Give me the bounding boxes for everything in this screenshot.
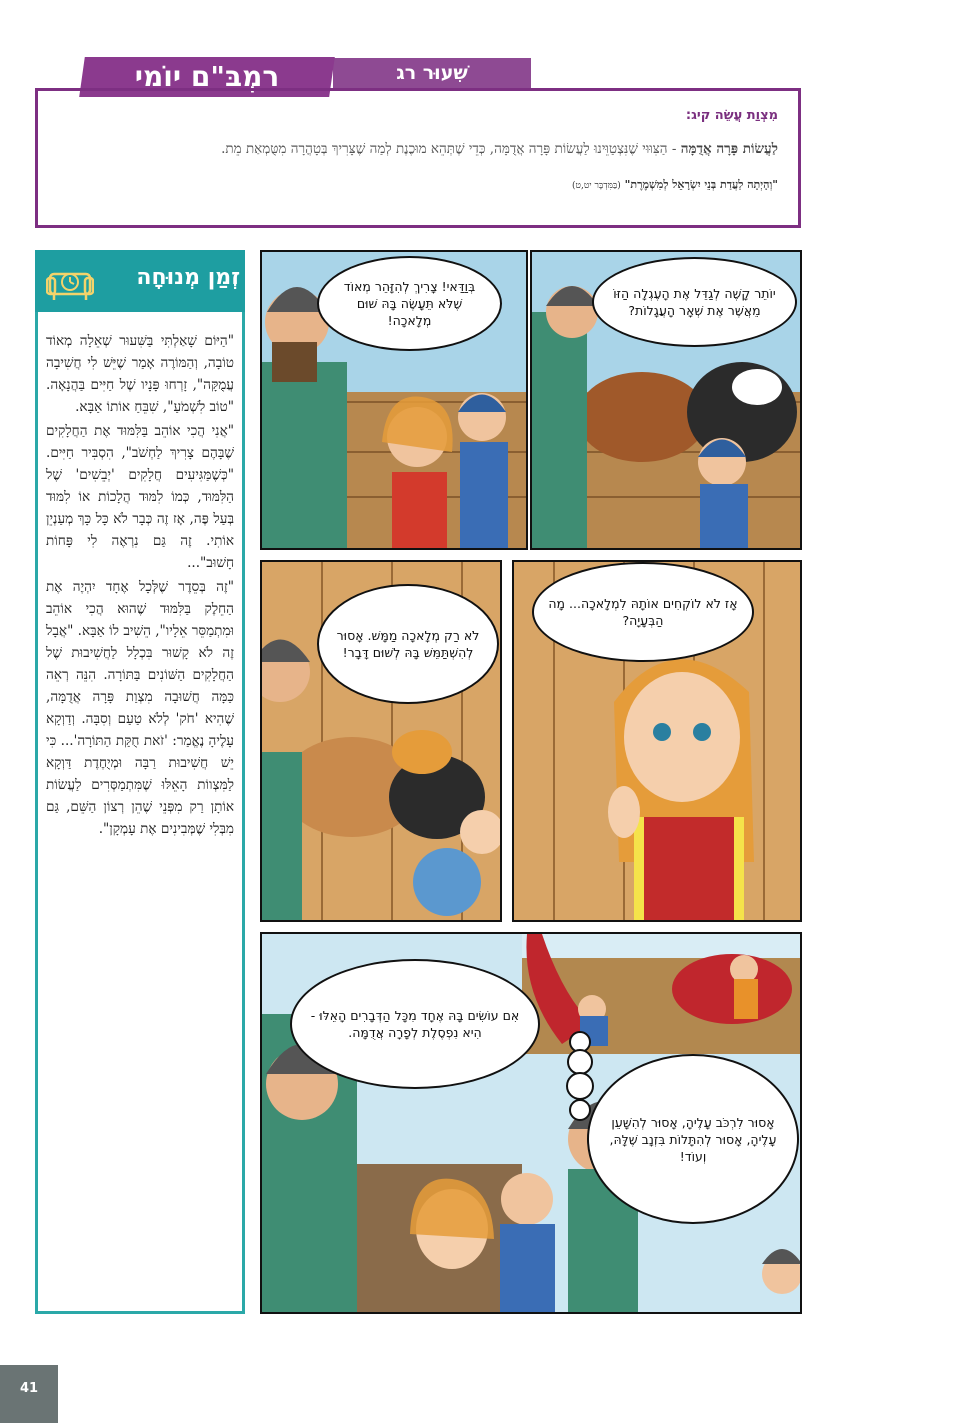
source-quote: "וְהָיְתָה לַעֲדַת בְּנֵי יִשְׂרָאֵל לְמִשְׁמֶרֶת": [624, 178, 778, 191]
comic-panel-4: [260, 560, 502, 922]
speech-bubble: בְּוַדַּאי! צָרִיךְ לְהִזָּהֵר מְאוֹד שֶׁלֹּא תֵּעָשֶׂה בָּהּ שׁוּם מְלָאכָה!: [317, 256, 502, 351]
lesson-label: שִׁעוּר רג: [396, 62, 468, 84]
comic-panel-3: [512, 560, 802, 922]
sidebar-title: זְמַן מְנוּחָה: [136, 265, 240, 290]
sidebar-story: [46, 330, 234, 842]
story-paragraph: "הַיּוֹם שָׁאַלְתִּי בַּשִּׁעוּר שְׁאֵלָה מְאוֹד טוֹבָה, וְהַמּוֹרֶה אָמַר שֶׁיֵּשׁ לִי חֲשִׁיבָה עֲמֻקָּה", זָרְחוּ פָּנָיו שֶׁל חַיִּים בַּהֲנָאָה. "טוֹב לִשְׁמֹעַ", שִׁבֵּחַ אוֹתוֹ אַבָּא.: [46, 333, 234, 415]
story-paragraph: "אֲנִי הֲכִי אוֹהֵב בַּלִּמּוּד אֶת הַחֲלָקִים שֶׁבָּהֶם צָרִיךְ לַחְשֹׁב", הִסְבִּיר חַיִּים. "כְּשֶׁמַּגִּיעִים חֲלָקִים 'יְבֵשִׁים' שֶׁל הַלִּמּוּד, כְּמוֹ לִמּוּד הֲלָכוֹת אוֹ לִמּוּד בְּעַל פֶּה, אָז זֶה כְּבָר לֹא כָּל כָּךְ מְעַנְיֵן אוֹתִי. זֶה גַּם נִרְאֶה לִי פָּחוֹת חָשׁוּב"...: [46, 423, 234, 571]
comic-panel-1: [530, 250, 802, 550]
armchair-clock-icon: [46, 258, 94, 304]
speech-bubble: אָז לֹא לוֹקְחִים אוֹתָהּ לִמְלָאכָה... מָה הַבְּעָיָה?: [532, 562, 754, 662]
page-number: 41: [0, 1365, 58, 1423]
page-title: רַמְבַּ"ם יוֹמִי: [134, 60, 280, 93]
mitzvah-explanation: - הַצִּוּוּי שֶׁנִּצְטַוֵּינוּ לַעֲשׂוֹת פָּרָה אֲדֻמָּה, כְּדֵי שֶׁתְּהֵא מוּכֶנֶת לְמַה שֶׁצָּרִיךְ בְּטָהֳרָה מִטֻּמְאַת מֵת.: [221, 141, 681, 157]
mitzvah-source: [572, 178, 778, 191]
speech-bubble: יוֹתֵר קָשֶׁה לְגַדֵּל אֶת הָעֶגְלָה הַזּוֹ מֵאֲשֶׁר אֶת שְׁאָר הָעֲגָלוֹת?: [592, 257, 797, 347]
comic-panel-2: [260, 250, 528, 550]
mitzvah-name: לַעֲשׂוֹת פָּרָה אֲדֻמָּה: [680, 141, 778, 157]
source-reference: (בַּמִּדְבָּר יט,ט): [572, 181, 621, 191]
speech-bubble: אִם עוֹשִׂים בָּהּ אֶחָד מִכָּל הַדְּבָרִים הָאֵלּוּ - הִיא נִפְסֶלֶת לְפָרָה אֲדֻמָּה.: [290, 959, 540, 1089]
mitzvah-number: מִצְוַת עֲשֵׂה קיג:: [685, 108, 778, 123]
mitzvah-description: [96, 141, 778, 157]
story-paragraph: "זֶה בְּסֵדֶר שֶׁלְּכָל אֶחָד יִהְיֶה אֶת הַחֵלֶק בַּלִּמּוּד שֶׁהוּא הֲכִי אוֹהֵב וּמִתְמַסֵּר אֵלָיו", הֵשִׁיב לוֹ אַבָּא. "אֲבָל זֶה לֹא קָשׁוּר בִּכְלָל לַחֲשִׁיבוּת שֶׁל הַחֲלָקִים הַשּׁוֹנִים בַּתּוֹרָה. הִנֵּה רְאֵה כַּמָּה חֲשׁוּבָה מִצְוַת פָּרָה אֲדֻמָּה, שֶׁהִיא 'חֹק' לְלֹא טַעַם וְסִבָּה. וְדַוְקָא עָלֶיהָ נֶאֱמַר: 'זֹאת חֻקַּת הַתּוֹרָה'... כִּי יֵשׁ חֲשִׁיבוּת רַבָּה וּמְיֻחֶדֶת דַּוְקָא לַמִּצְווֹת הָאֵלּוּ שֶׁמִּתְמַסְּרִים לַעֲשׂוֹת אוֹתָן רַק מִפְּנֵי שֶׁהֵן רְצוֹן הַשֵּׁם, גַּם מִבְּלִי שֶׁמְּבִינִים אֶת עָמְקָן".: [46, 579, 234, 837]
speech-bubble: אָסוּר לִרְכֹּב עָלֶיהָ, אָסוּר לְהִשָּׁעֵן עָלֶיהָ, אָסוּר לְהִתָּלוֹת בִּזְנָב שֶׁלָּהּ, וְעוֹד!: [587, 1054, 799, 1224]
speech-bubble: לֹא רַק מְלָאכָה מַמָּשׁ. אָסוּר לְהִשְׁתַּמֵּשׁ בָּהּ לְשׁוּם דָּבָר!: [317, 584, 499, 704]
comic-panel-5: [260, 932, 802, 1314]
